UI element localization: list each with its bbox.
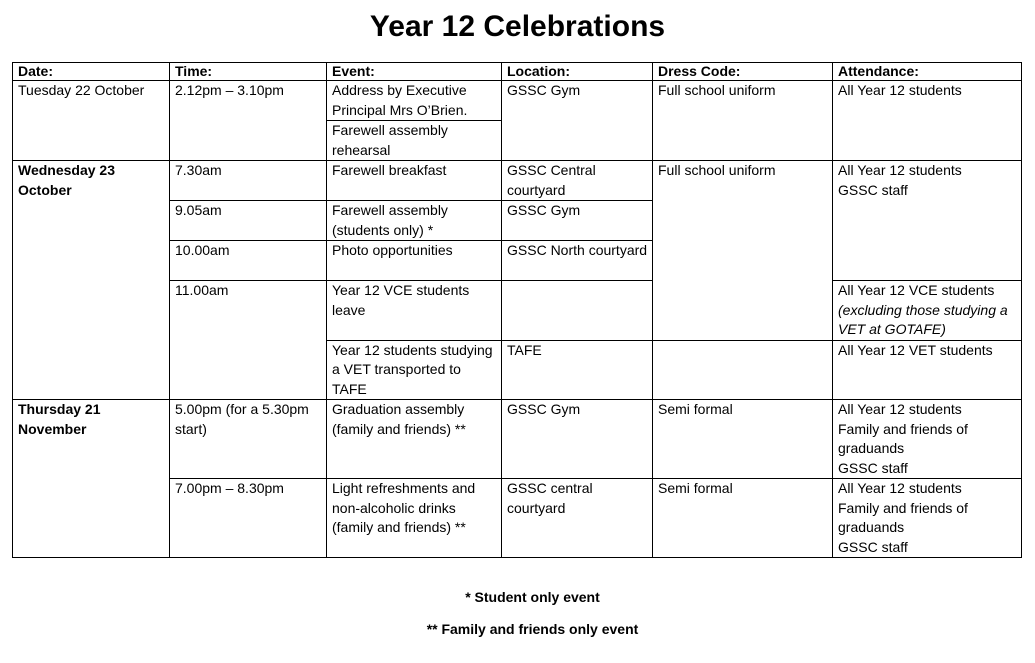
location-cell: GSSC Gym — [502, 400, 653, 479]
location-cell: GSSC Gym — [502, 81, 653, 161]
footnote-student-only: * Student only event — [465, 589, 600, 605]
event-cell: Farewell assembly rehearsal — [327, 121, 502, 161]
attendance-cell — [833, 479, 1022, 558]
date-cell — [13, 400, 170, 558]
location-cell — [502, 281, 653, 341]
page-title: Year 12 Celebrations — [369, 10, 666, 43]
date-line: Wednesday 23 — [18, 162, 116, 178]
location-cell: GSSC North courtyard — [502, 241, 653, 281]
date-cell — [13, 161, 170, 400]
header-attendance: Attendance: — [833, 63, 1022, 81]
attendance-line: All Year 12 students — [838, 401, 962, 417]
time-cell: 7.00pm – 8.30pm — [170, 479, 327, 558]
celebrations-table — [12, 62, 1022, 558]
dress-code-cell: Semi formal — [653, 400, 833, 479]
event-cell: Farewell breakfast — [327, 161, 502, 201]
attendance-line: GSSC staff — [838, 181, 908, 198]
date-line: October — [18, 181, 72, 198]
location-cell: GSSC Central courtyard — [502, 161, 653, 201]
table-row — [13, 81, 1022, 121]
header-dress-code: Dress Code: — [653, 63, 833, 81]
event-cell: Graduation assembly (family and friends) ** — [327, 400, 502, 479]
event-cell: Photo opportunities — [327, 241, 502, 281]
time-cell: 10.00am — [170, 241, 327, 281]
time-cell: 5.00pm (for a 5.30pm start) — [170, 400, 327, 479]
table-row — [13, 400, 1022, 479]
dress-code-cell: Semi formal — [653, 479, 833, 558]
event-cell: Light refreshments and non-alcoholic drinks (family and friends) ** — [327, 479, 502, 558]
time-cell: 7.30am — [170, 161, 327, 201]
table-header-row — [13, 63, 1022, 81]
time-cell: 11.00am — [170, 281, 327, 400]
header-date: Date: — [13, 63, 170, 81]
attendance-line: Family and friends of graduands — [838, 499, 968, 535]
attendance-line: GSSC staff — [838, 538, 908, 555]
date-line: November — [18, 420, 87, 437]
date-line: Thursday 21 — [18, 401, 101, 417]
attendance-cell: All Year 12 VET students — [833, 340, 1022, 400]
location-cell: TAFE — [502, 340, 653, 400]
footnote-family-only: ** Family and friends only event — [426, 621, 639, 637]
event-cell: Farewell assembly (students only) * — [327, 201, 502, 241]
dress-code-cell — [653, 340, 833, 400]
attendance-line: GSSC staff — [838, 459, 908, 476]
event-cell: Year 12 students studying a VET transported to TAFE — [327, 340, 502, 400]
attendance-cell — [833, 400, 1022, 479]
attendance-cell — [833, 281, 1022, 341]
attendance-cell: All Year 12 students — [833, 81, 1022, 161]
event-cell: Year 12 VCE students leave — [327, 281, 502, 341]
date-cell: Tuesday 22 October — [13, 81, 170, 161]
attendance-line: Family and friends of graduands — [838, 420, 968, 456]
event-cell: Address by Executive Principal Mrs O’Brien. — [327, 81, 502, 121]
dress-code-cell: Full school uniform — [653, 81, 833, 161]
attendance-line: All Year 12 students — [838, 480, 962, 496]
location-cell: GSSC Gym — [502, 201, 653, 241]
attendance-cell — [833, 161, 1022, 281]
location-cell: GSSC central courtyard — [502, 479, 653, 558]
header-location: Location: — [502, 63, 653, 81]
time-cell: 2.12pm – 3.10pm — [170, 81, 327, 161]
attendance-line: All Year 12 students — [838, 162, 962, 178]
attendance-note: (excluding those studying a VET at GOTAFE) — [838, 301, 1008, 337]
time-cell: 9.05am — [170, 201, 327, 241]
attendance-line: All Year 12 VCE students — [838, 282, 995, 298]
header-time: Time: — [170, 63, 327, 81]
table-row — [13, 161, 1022, 201]
dress-code-cell: Full school uniform — [653, 161, 833, 341]
header-event: Event: — [327, 63, 502, 81]
